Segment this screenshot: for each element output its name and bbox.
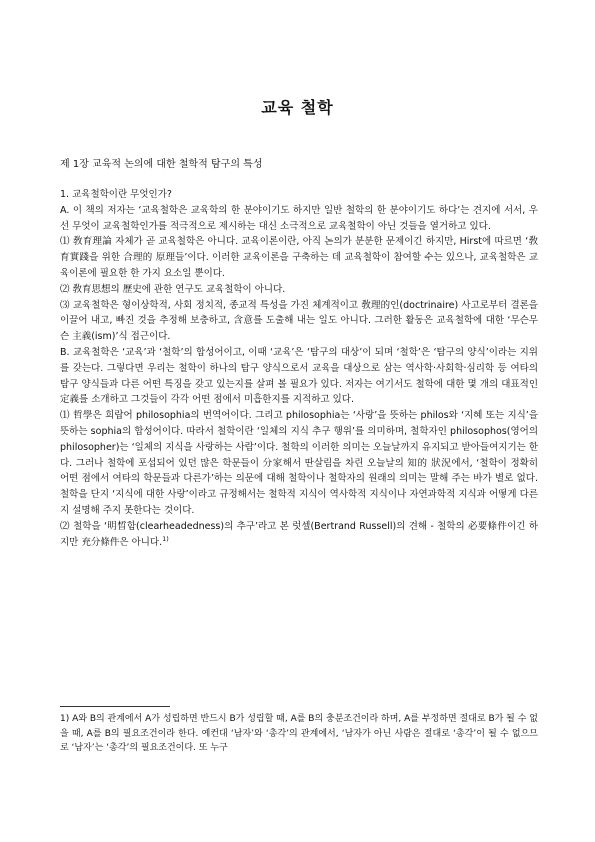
paragraph-a3: ⑶ 교육철학은 형이상학적, 사회 정치적, 종교적 특성을 가진 체계적이고 敎理的인(doctrinaire) 사고로부터 결론을 이끌어 내고, 빠진 것을 추정해 보충하고, 含意를 도출해 내는 일도 아니다. 그러한 활동은 교육철학에 대한 ‘무슨무슨 主義(ism)’식 접근이다. [60,299,538,343]
footnote-area [60,712,538,756]
document-body [60,187,538,550]
footnote-text: 1) A와 B의 관계에서 A가 성립하면 반드시 B가 성립할 때, A를 B의 충분조건이라 하며, A를 부정하면 절대로 B가 될 수 없을 때, A를 B의 필요조건이라 한다. 예컨대 ‘남자’와 ‘총각’의 관계에서, ‘남자가 아닌 사람은 절대로 ‘총각’이 될 수 없으므로 ‘남자’는 ‘총각’의 필요조건이다. 또 누구 [60,714,538,753]
footnote-marker[interactable]: 1) [162,534,169,543]
paragraph-a1: ⑴ 敎育理論 자체가 곧 교육철학은 아니다. 교육이론이란, 아직 논의가 분분한 문제이긴 하지만, Hirst에 따르면 ‘敎育實踐을 위한 合理的 原理들’이다. 이러한 교육이론을 구축하는 데 교육철학이 참여할 수는 있으나, 교육철학은 교육이론에 필요한 한 가지 요소일 뿐이다. [60,236,538,279]
paragraph-a: A. 이 책의 저자는 ‘교육철학은 교육학의 한 분야이기도 하지만 일반 철학의 한 분야이기도 하다’는 견지에 서서, 우선 무엇이 교육철학인가를 적극적으로 제시하는 대신 소극적으로 교육철학이 아닌 것들을 열거하고 있다. [60,204,538,232]
section-heading: 1. 교육철학이란 무엇인가? [60,189,172,200]
footnote-divider [60,706,170,707]
paragraph-b2-text: ⑵ 철학을 ‘明晳함(clearheadedness)의 추구’라고 본 럿셀(Bertrand Russell)의 견해 - 철학의 必要條件이긴 하지만 充分條件은 아니다. [60,520,538,548]
chapter-heading: 제 1장 교육적 논의에 대한 철학적 탐구의 특성 [60,159,263,170]
document-title: 교육 철학 [261,98,334,117]
paragraph-b: B. 교육철학은 ‘교육’과 ‘철학’의 합성어이고, 이때 ‘교육’은 ‘탐구의 대상’이 되며 ‘철학’은 ‘탐구의 양식’이라는 지위를 갖는다. 그렇다면 우리는 철학이 하나의 탐구 양식으로서 교육을 대상으로 삼는 역사학·사회학·심리학 등 여타의 탐구 양식들과 다른 어떤 특징을 갖고 있는지를 살펴 볼 필요가 있다. 저자는 여기서도 철학에 대한 몇 개의 대표적인 定義를 소개하고 그것들이 각각 어떤 점에서 미흡한지를 지적하고 있다. [60,346,538,406]
paragraph-b2 [60,519,538,551]
paragraph-a2: ⑵ 敎育思想의 歷史에 관한 연구도 교육철학이 아니다. [60,283,286,295]
paragraph-b1: ⑴ 哲學은 희랍어 philosophia의 번역어이다. 그리고 philosophia는 ‘사랑’을 뜻하는 philos와 ‘지혜 또는 지식’을 뜻하는 sophia의 합성어이다. 따라서 철학이란 ‘일체의 지식 추구 행위’를 의미하며, 철학자인 philosophos(영어의 philosopher)는 ‘일체의 지식을 사랑하는 사람’이다. 철학의 이러한 의미는 오늘날까지 유지되고 받아들여지기는 한다. 그러나 철학에 포섭되어 있던 많은 학문들이 分家해서 딴살림을 차린 오늘날의 知的 狀況에서, ‘철학이 정확히 어떤 점에서 여타의 학문들과 다른가’하는 의문에 대해 철학이나 철학자의 원래의 의미는 말해 주는 바가 별로 없다. 철학을 단지 ‘지식에 대한 사랑’이라고 규정해서는 철학적 지식이 역사학적 지식이나 자연과학적 지식과 어떻게 다른지 설명해 주지 못한다는 것이다. [60,410,538,516]
